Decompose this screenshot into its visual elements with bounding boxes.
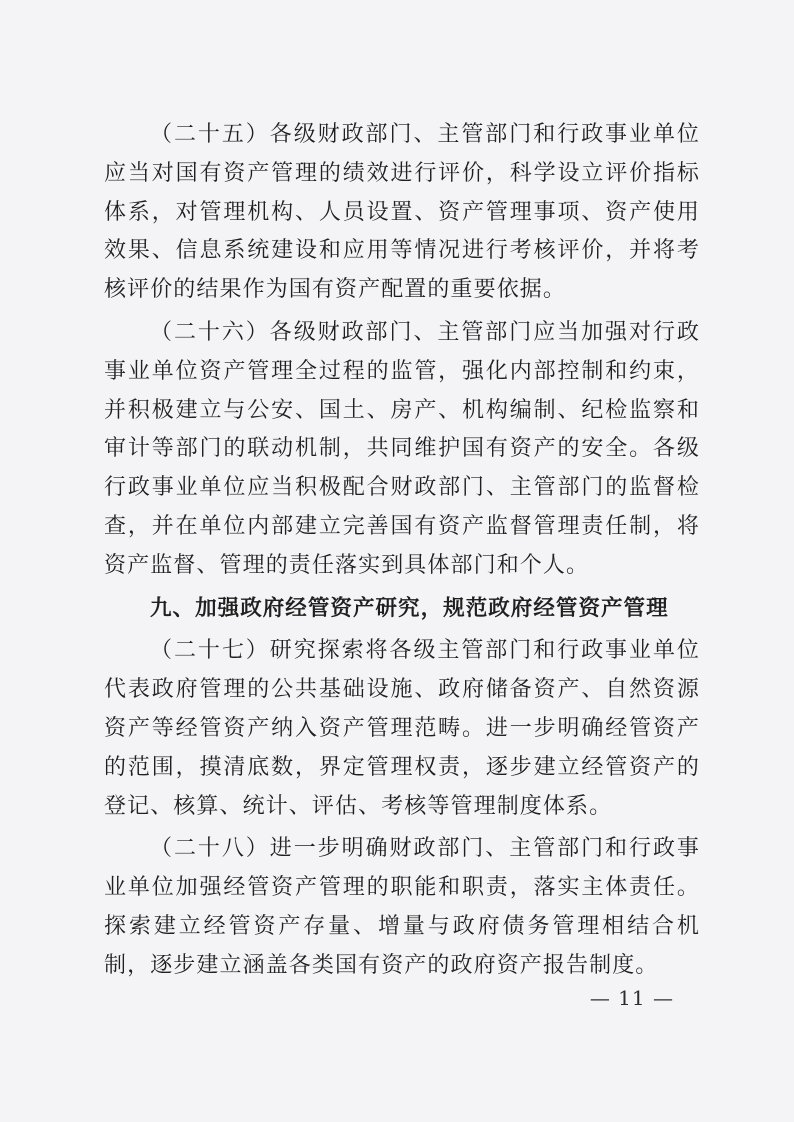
section-heading: 九、加强政府经管资产研究，规范政府经管资产管理 [150, 595, 669, 621]
page-number: — 11 — [589, 986, 674, 1010]
paragraph-26: （二十六）各级财政部门、主管部门应当加强对行政事业单位资产管理全过程的监管，强化内部控制和约束，并积极建立与公安、国土、房产、机构编制、纪检监察和审计等部门的联动机制，共同维护国有资产的安全。各级行政事业单位应当积极配合财政部门、主管部门的监督检查，并在单位内部建立完善国有资产监督管理责任制，将资产监督、管理的责任落实到具体部门和个人。 [104, 319, 700, 578]
document-body [104, 116, 700, 990]
paragraph-27: （二十七）研究探索将各级主管部门和行政事业单位代表政府管理的公共基础设施、政府储备资产、自然资源资产等经管资产纳入资产管理范畴。进一步明确经管资产的范围，摸清底数，界定管理权责，逐步建立经管资产的登记、核算、统计、评估、考核等管理制度体系。 [104, 638, 700, 819]
paragraph-28: （二十八）进一步明确财政部门、主管部门和行政事业单位加强经管资产管理的职能和职责，落实主体责任。探索建立经管资产存量、增量与政府债务管理相结合机制，逐步建立涵盖各类国有资产的政府资产报告制度。 [104, 836, 700, 978]
paragraph-25: （二十五）各级财政部门、主管部门和行政事业单位应当对国有资产管理的绩效进行评价，科学设立评价指标体系，对管理机构、人员设置、资产管理事项、资产使用效果、信息系统建设和应用等情况进行考核评价，并将考核评价的结果作为国有资产配置的重要依据。 [104, 122, 700, 303]
